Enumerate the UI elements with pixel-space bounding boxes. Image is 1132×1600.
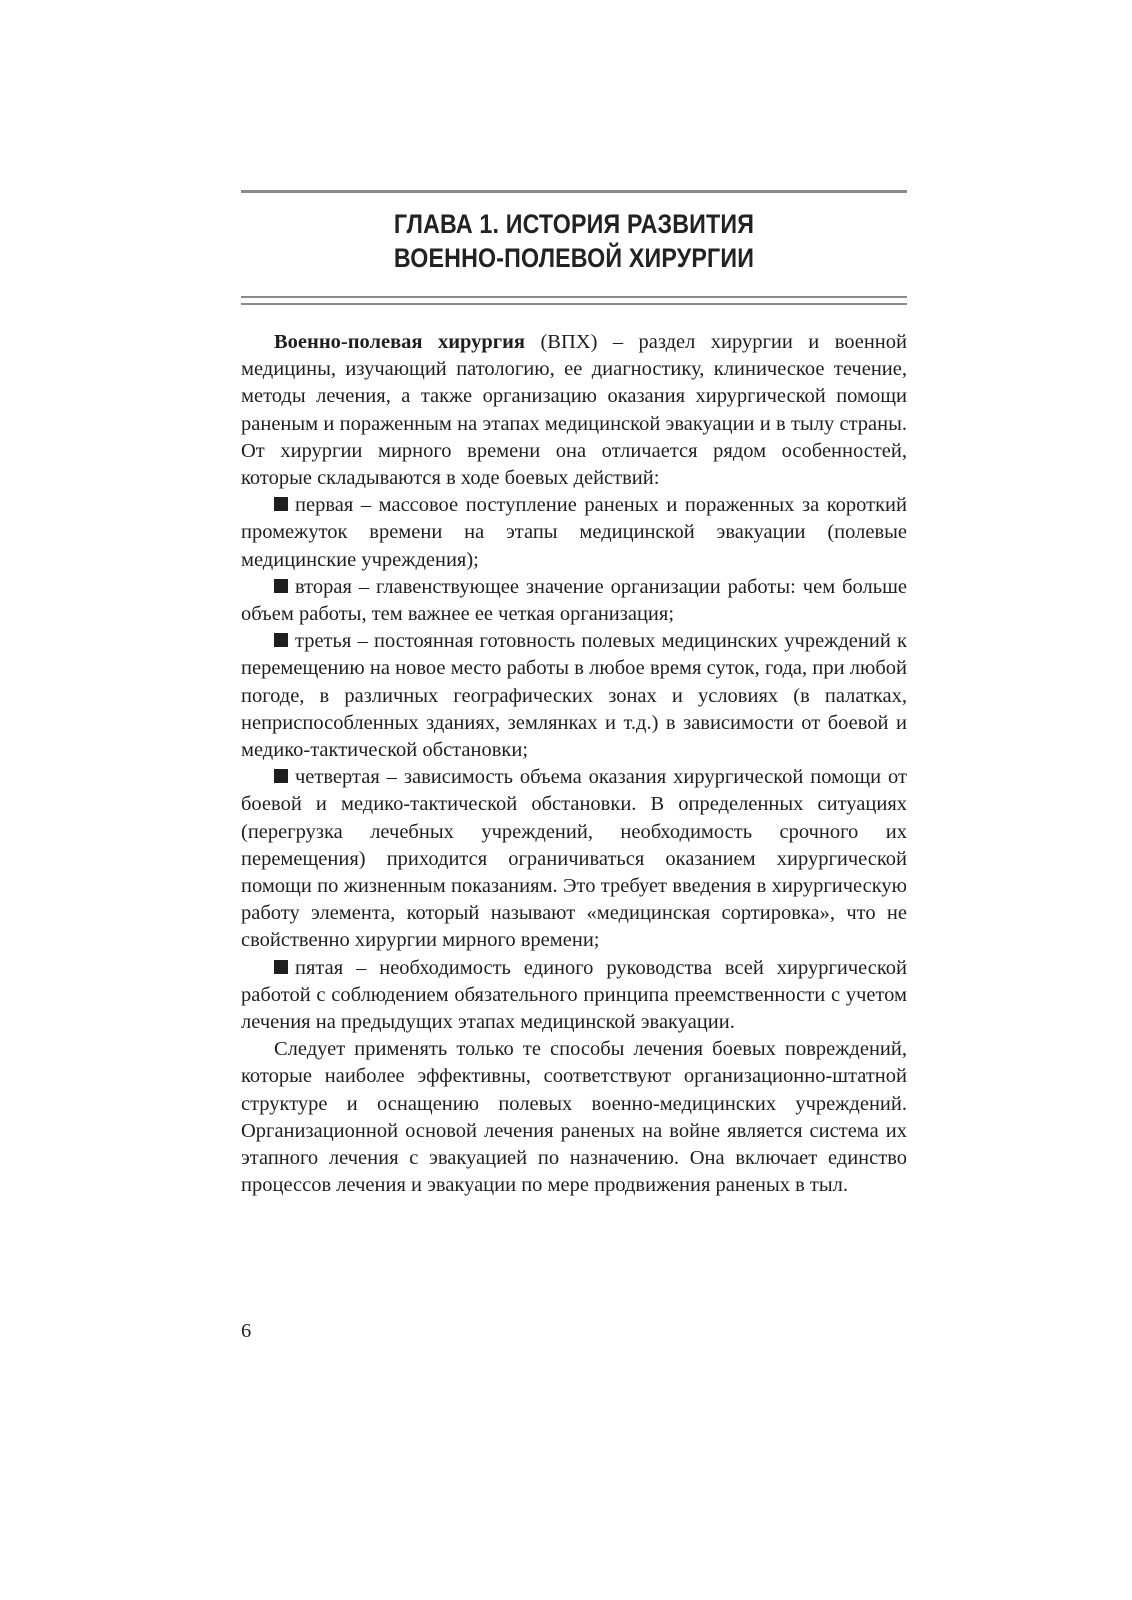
top-rule (241, 190, 907, 193)
feature-item-5 (241, 955, 907, 1037)
square-bullet-icon (274, 633, 288, 647)
feature-text: пятая – необходимость единого руководства всей хирургической работой с соблюдением обязательного принципа преемственности с учетом лечения на предыдущих этапах медицинской эвакуации. (241, 956, 907, 1034)
feature-item-1 (241, 492, 907, 574)
chapter-title-line-1: ГЛАВА 1. ИСТОРИЯ РАЗВИТИЯ (393, 209, 755, 239)
chapter-title (288, 207, 861, 275)
square-bullet-icon (274, 960, 288, 974)
intro-text: (ВПХ) – раздел хирургии и военной медицины, изучающий патологию, ее диагностику, клиническое течение, методы лечения, а также организацию оказания хирургической помощи раненым и пораженным на этапах медицинской эвакуации и в тылу страны. От хирургии мирного времени она отличается рядом особенностей, которые складываются в ходе боевых действий: (241, 331, 907, 490)
square-bullet-icon (274, 769, 288, 783)
feature-item-3 (241, 628, 907, 764)
body-text (241, 329, 907, 1200)
square-bullet-icon (274, 497, 288, 511)
feature-text: третья – постоянная готовность полевых медицинских учреждений к перемещению на новое место работы в любое время суток, года, при любой погоде, в различных географических зонах и условиях (в палатках, неприспособленных зданиях, землянках и т.д.) в зависимости от боевой и медико-тактической обстановки; (241, 630, 907, 762)
feature-text: первая – массовое поступление раненых и пораженных за короткий промежуток времени на этапы медицинской эвакуации (полевые медицинские учреждения); (241, 494, 907, 571)
feature-text: вторая – главенствующее значение организации работы: чем больше объем работы, тем важнее ее четкая организация; (241, 575, 907, 626)
conclusion-paragraph: Следует применять только те способы лечения боевых повреждений, которые наиболее эффективны, соответствуют организационно-штатной структуре и оснащению полевых военно-медицинских учреждений. Организационной основой лечения раненых на войне является система их этапного лечения с эвакуацией по назначению. Она включает единство процессов лечения и эвакуации по мере продвижения раненых в тыл. (241, 1038, 907, 1197)
square-bullet-icon (274, 579, 288, 593)
feature-text: четвертая – зависимость объема оказания хирургической помощи от боевой и медико-тактической обстановки. В определенных ситуациях (перегрузка лечебных учреждений, необходимость срочного их перемещения) приходится ограничиваться оказанием хирургической помощи по жизненным показаниям. Это требует введения в хирургическую работу элемента, который называют «медицинская сортировка», что не свойственно хирургии мирного времени; (241, 766, 907, 952)
page-number: 6 (241, 1320, 252, 1342)
chapter-title-line-2: ВОЕННО-ПОЛЕВОЙ ХИРУРГИИ (393, 243, 755, 273)
page-content (241, 190, 907, 1200)
defined-term: Военно-полевая хирургия (274, 331, 526, 353)
feature-item-4 (241, 764, 907, 954)
feature-item-2 (241, 574, 907, 628)
intro-paragraph (241, 329, 907, 492)
title-double-rule (241, 296, 907, 305)
